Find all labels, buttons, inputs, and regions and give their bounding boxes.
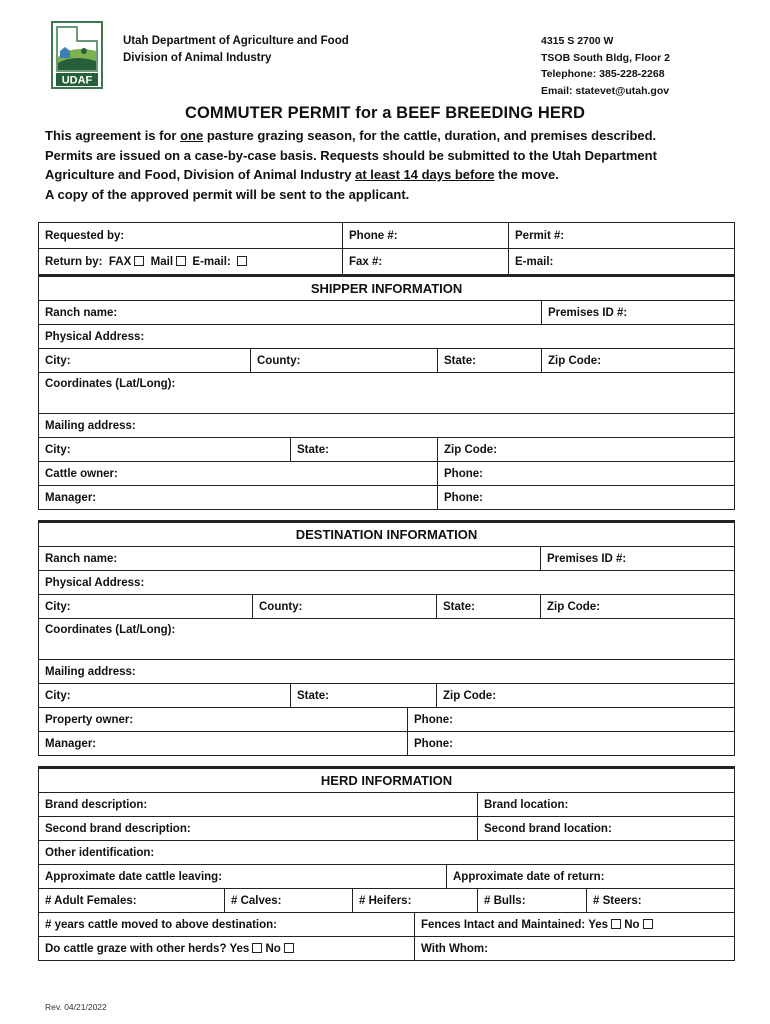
shipper-county-field[interactable]: County:: [251, 349, 438, 373]
shipper-city-field[interactable]: City:: [39, 349, 251, 373]
bulls-field[interactable]: # Bulls:: [478, 889, 587, 913]
agency-name: Utah Department of Agriculture and Food: [123, 35, 349, 47]
brand-location-field[interactable]: Brand location:: [478, 793, 735, 817]
intro-line2: Permits are issued on a case-by-case basis. Requests should be submitted to the Utah Department: [45, 147, 657, 163]
date-leaving-field[interactable]: Approximate date cattle leaving:: [39, 865, 447, 889]
email-checkbox[interactable]: [237, 256, 247, 266]
destination-mailing-address-field[interactable]: Mailing address:: [39, 660, 735, 684]
destination-manager-field[interactable]: Manager:: [39, 732, 408, 756]
calves-field[interactable]: # Calves:: [225, 889, 353, 913]
destination-coordinates-field[interactable]: Coordinates (Lat/Long):: [39, 619, 735, 660]
mail-checkbox[interactable]: [176, 256, 186, 266]
second-brand-location-field[interactable]: Second brand location:: [478, 817, 735, 841]
graze-no-checkbox[interactable]: [284, 943, 294, 953]
heifers-field[interactable]: # Heifers:: [353, 889, 478, 913]
destination-county-field[interactable]: County:: [253, 595, 437, 619]
cattle-owner-field[interactable]: Cattle owner:: [39, 462, 438, 486]
graze-other-herds-field: Do cattle graze with other herds? Yes No: [39, 937, 415, 961]
destination-section-heading: DESTINATION INFORMATION: [39, 522, 735, 547]
fences-no-checkbox[interactable]: [643, 919, 653, 929]
intro-line1: This agreement is for one pasture grazing season, for the cattle, duration, and premises described.: [45, 128, 657, 143]
intro-line3: Agriculture and Food, Division of Animal Industry at least 14 days before the move.: [45, 167, 559, 183]
permit-field[interactable]: Permit #:: [509, 223, 735, 249]
property-owner-phone-field[interactable]: Phone:: [408, 708, 735, 732]
fax-checkbox[interactable]: [134, 256, 144, 266]
herd-section-heading: HERD INFORMATION: [39, 768, 735, 793]
address-line2: TSOB South Bldg, Floor 2: [541, 51, 670, 64]
shipper-zip-field[interactable]: Zip Code:: [542, 349, 735, 373]
destination-state-field[interactable]: State:: [437, 595, 541, 619]
shipper-manager-field[interactable]: Manager:: [39, 486, 438, 510]
destination-mailing-zip-field[interactable]: Zip Code:: [437, 684, 735, 708]
intro-line4: A copy of the approved permit will be sent to the applicant.: [45, 186, 410, 202]
requested-by-field[interactable]: Requested by:: [39, 223, 343, 249]
telephone: Telephone: 385-228-2268: [541, 68, 665, 80]
shipper-mailing-state-field[interactable]: State:: [291, 438, 438, 462]
cattle-owner-phone-field[interactable]: Phone:: [438, 462, 735, 486]
destination-city-field[interactable]: City:: [39, 595, 253, 619]
destination-mailing-state-field[interactable]: State:: [291, 684, 437, 708]
shipper-ranch-name-field[interactable]: Ranch name:: [39, 301, 542, 325]
shipper-physical-address-field[interactable]: Physical Address:: [39, 325, 735, 349]
destination-mailing-city-field[interactable]: City:: [39, 684, 291, 708]
years-moved-field[interactable]: # years cattle moved to above destination:: [39, 913, 415, 937]
fences-yes-checkbox[interactable]: [611, 919, 621, 929]
shipper-mailing-zip-field[interactable]: Zip Code:: [438, 438, 735, 462]
contact-block: [541, 33, 670, 99]
fax-number-field[interactable]: Fax #:: [343, 249, 509, 275]
property-owner-field[interactable]: Property owner:: [39, 708, 408, 732]
second-brand-description-field[interactable]: Second brand description:: [39, 817, 478, 841]
shipper-coordinates-field[interactable]: Coordinates (Lat/Long):: [39, 373, 735, 414]
shipper-mailing-address-field[interactable]: Mailing address:: [39, 414, 735, 438]
destination-physical-address-field[interactable]: Physical Address:: [39, 571, 735, 595]
shipper-premises-id-field[interactable]: Premises ID #:: [542, 301, 735, 325]
date-return-field[interactable]: Approximate date of return:: [447, 865, 735, 889]
with-whom-field[interactable]: With Whom:: [415, 937, 735, 961]
address-line1: 4315 S 2700 W: [541, 35, 614, 47]
email-field[interactable]: E-mail:: [509, 249, 735, 275]
brand-description-field[interactable]: Brand description:: [39, 793, 478, 817]
adult-females-field[interactable]: # Adult Females:: [39, 889, 225, 913]
logo-text: UDAF: [61, 74, 93, 87]
graze-yes-checkbox[interactable]: [252, 943, 262, 953]
page-title: COMMUTER PERMIT for a BEEF BREEDING HERD: [184, 104, 586, 122]
fences-field: Fences Intact and Maintained: Yes No: [415, 913, 735, 937]
destination-manager-phone-field[interactable]: Phone:: [408, 732, 735, 756]
request-table: [38, 222, 735, 275]
phone-field[interactable]: Phone #:: [343, 223, 509, 249]
intro-text: [45, 126, 735, 204]
agency-block: [123, 33, 349, 67]
email: Email: statevet@utah.gov: [541, 84, 670, 97]
shipper-manager-phone-field[interactable]: Phone:: [438, 486, 735, 510]
destination-table: [38, 520, 735, 756]
shipper-table: [38, 274, 735, 510]
shipper-mailing-city-field[interactable]: City:: [39, 438, 291, 462]
return-by-field: Return by: FAX Mail E-mail:: [39, 249, 343, 275]
herd-table: [38, 766, 735, 961]
destination-premises-id-field[interactable]: Premises ID #:: [541, 547, 735, 571]
udaf-logo: [51, 21, 103, 89]
destination-zip-field[interactable]: Zip Code:: [541, 595, 735, 619]
division-name: Division of Animal Industry: [123, 52, 272, 64]
destination-ranch-name-field[interactable]: Ranch name:: [39, 547, 541, 571]
revision-date: Rev. 04/21/2022: [45, 1002, 107, 1012]
shipper-state-field[interactable]: State:: [438, 349, 542, 373]
steers-field[interactable]: # Steers:: [587, 889, 735, 913]
other-identification-field[interactable]: Other identification:: [39, 841, 735, 865]
shipper-section-heading: SHIPPER INFORMATION: [39, 276, 735, 301]
